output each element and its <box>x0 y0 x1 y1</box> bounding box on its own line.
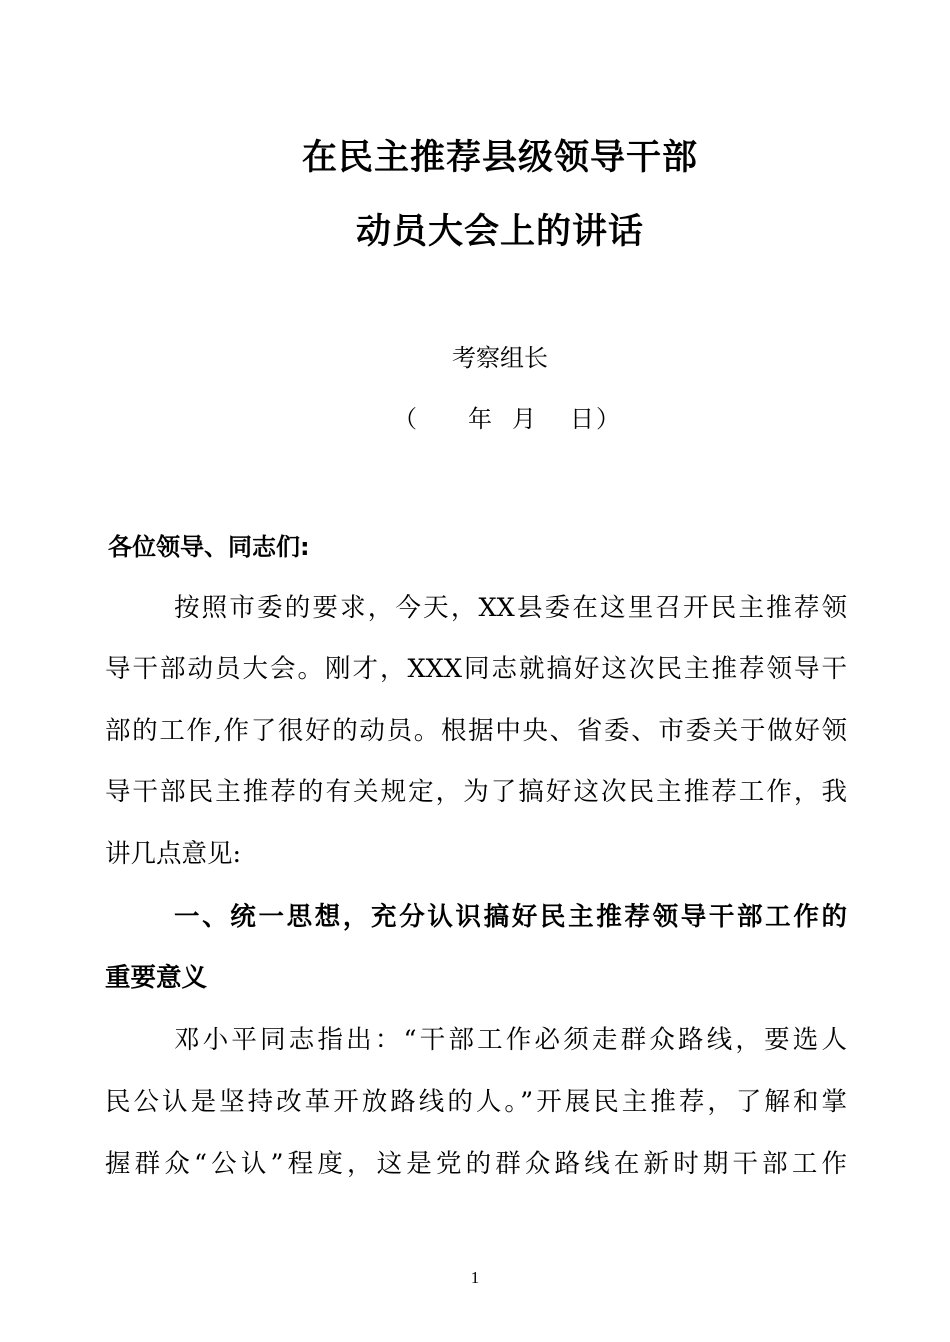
salutation: 各位领导、同志们: <box>108 533 310 561</box>
paragraph-line: 导干部动员大会。刚才，XXX同志就搞好这次民主推荐领导干 <box>105 654 847 684</box>
author-line: 考察组长 <box>452 344 548 372</box>
document-title-line-1: 在民主推荐县级领导干部 <box>301 138 698 178</box>
page-number: 1 <box>470 1268 480 1287</box>
paragraph-line: 导干部民主推荐的有关规定，为了搞好这次民主推荐工作，我 <box>105 777 847 807</box>
date-close-paren: ） <box>596 405 620 433</box>
paragraph-line: 部的工作,作了很好的动员。根据中央、省委、市委关于做好领 <box>105 716 847 746</box>
paragraph-line: 邓小平同志指出：“干部工作必须走群众路线，要选人 <box>174 1025 847 1055</box>
document-title-line-2: 动员大会上的讲话 <box>355 212 644 252</box>
date-open-paren: （ <box>393 405 417 433</box>
date-month-label: 月 <box>512 405 536 433</box>
paragraph-line: 握群众“公认”程度，这是党的群众路线在新时期干部工作 <box>105 1149 847 1179</box>
paragraph-line: 民公认是坚持改革开放路线的人。”开展民主推荐，了解和掌 <box>105 1087 847 1117</box>
paragraph-line: 讲几点意见: <box>105 839 242 869</box>
paragraph-line: 按照市委的要求，今天，XX县委在这里召开民主推荐领 <box>174 593 847 623</box>
section-heading-line: 重要意义 <box>105 963 208 993</box>
section-heading-line: 一、统一思想，充分认识搞好民主推荐领导干部工作的 <box>174 902 847 932</box>
date-day-label: 日 <box>570 405 594 433</box>
date-year-label: 年 <box>468 405 492 433</box>
